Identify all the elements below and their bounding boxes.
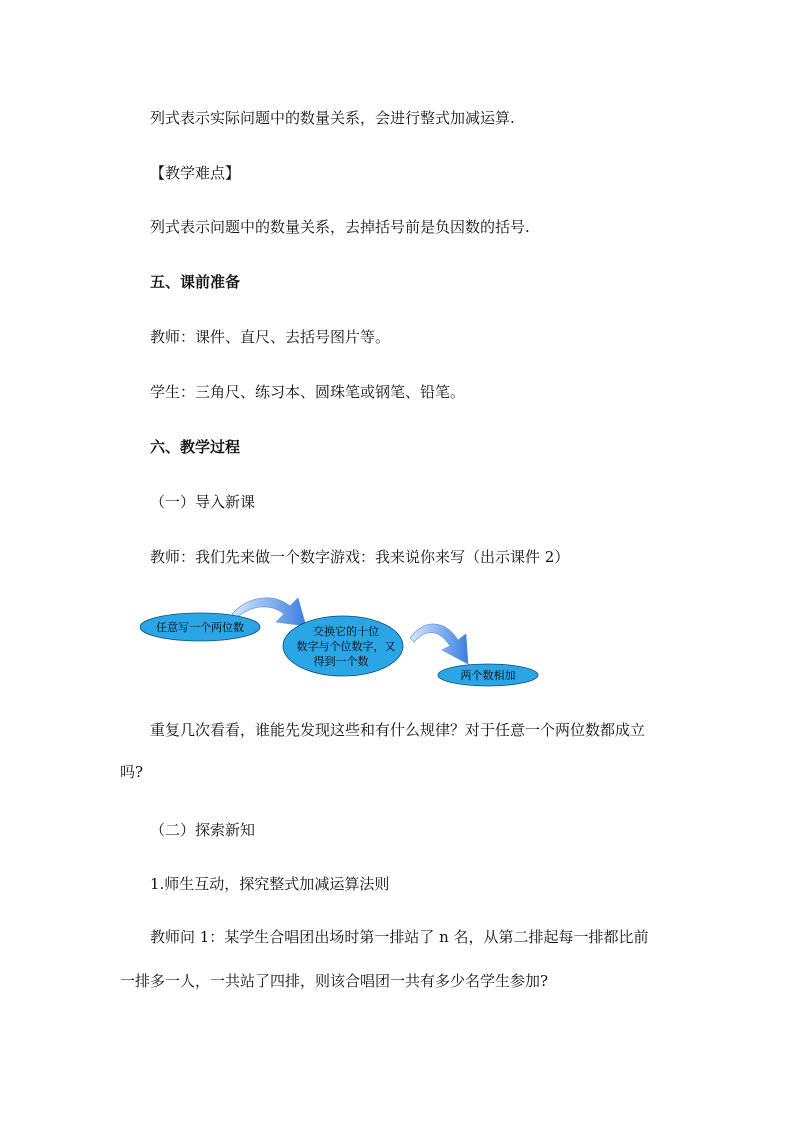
text-line: 教师：我们先来做一个数字游戏：我来说你来写（出示课件 2） (150, 548, 570, 566)
flow-node-label: 交换它的十位 (313, 625, 379, 638)
flow-node-label: 得到一个数 (313, 655, 369, 668)
subsection-heading: （二）探索新知 (150, 821, 256, 839)
section-heading: 五、课前准备 (150, 273, 241, 291)
flow-node-label: 两个数相加 (460, 669, 516, 682)
flow-diagram (140, 588, 560, 698)
flow-node-label: 任意写一个两位数 (156, 621, 244, 634)
text-line: 1.师生互动，探究整式加减运算法则 (150, 875, 390, 893)
text-line: 教师问 1：某学生合唱团出场时第一排站了 n 名，从第二排起每一排都比前 (150, 928, 649, 946)
text-line: 列式表示实际问题中的数量关系，会进行整式加减运算. (150, 109, 515, 127)
text-line: 列式表示问题中的数量关系，去掉括号前是负因数的括号. (150, 218, 530, 236)
text-line: 一排多一人，一共站了四排，则该合唱团一共有多少名学生参加? (120, 972, 549, 990)
text-line: 教师：课件、直尺、去括号图片等。 (150, 328, 391, 346)
flow-node-label: 数字与个位数字，又 (296, 640, 396, 653)
subsection-heading: （一）导入新课 (150, 493, 256, 511)
text-line: 重复几次看看，谁能先发现这些和有什么规律？对于任意一个两位数都成立 (150, 721, 646, 739)
text-line: 学生：三角尺、练习本、圆珠笔或钢笔、铅笔。 (150, 383, 466, 401)
section-heading: 六、教学过程 (150, 438, 241, 456)
text-line: 吗? (120, 763, 144, 781)
section-heading: 【教学难点】 (150, 164, 241, 182)
arrow-icon (410, 624, 468, 664)
